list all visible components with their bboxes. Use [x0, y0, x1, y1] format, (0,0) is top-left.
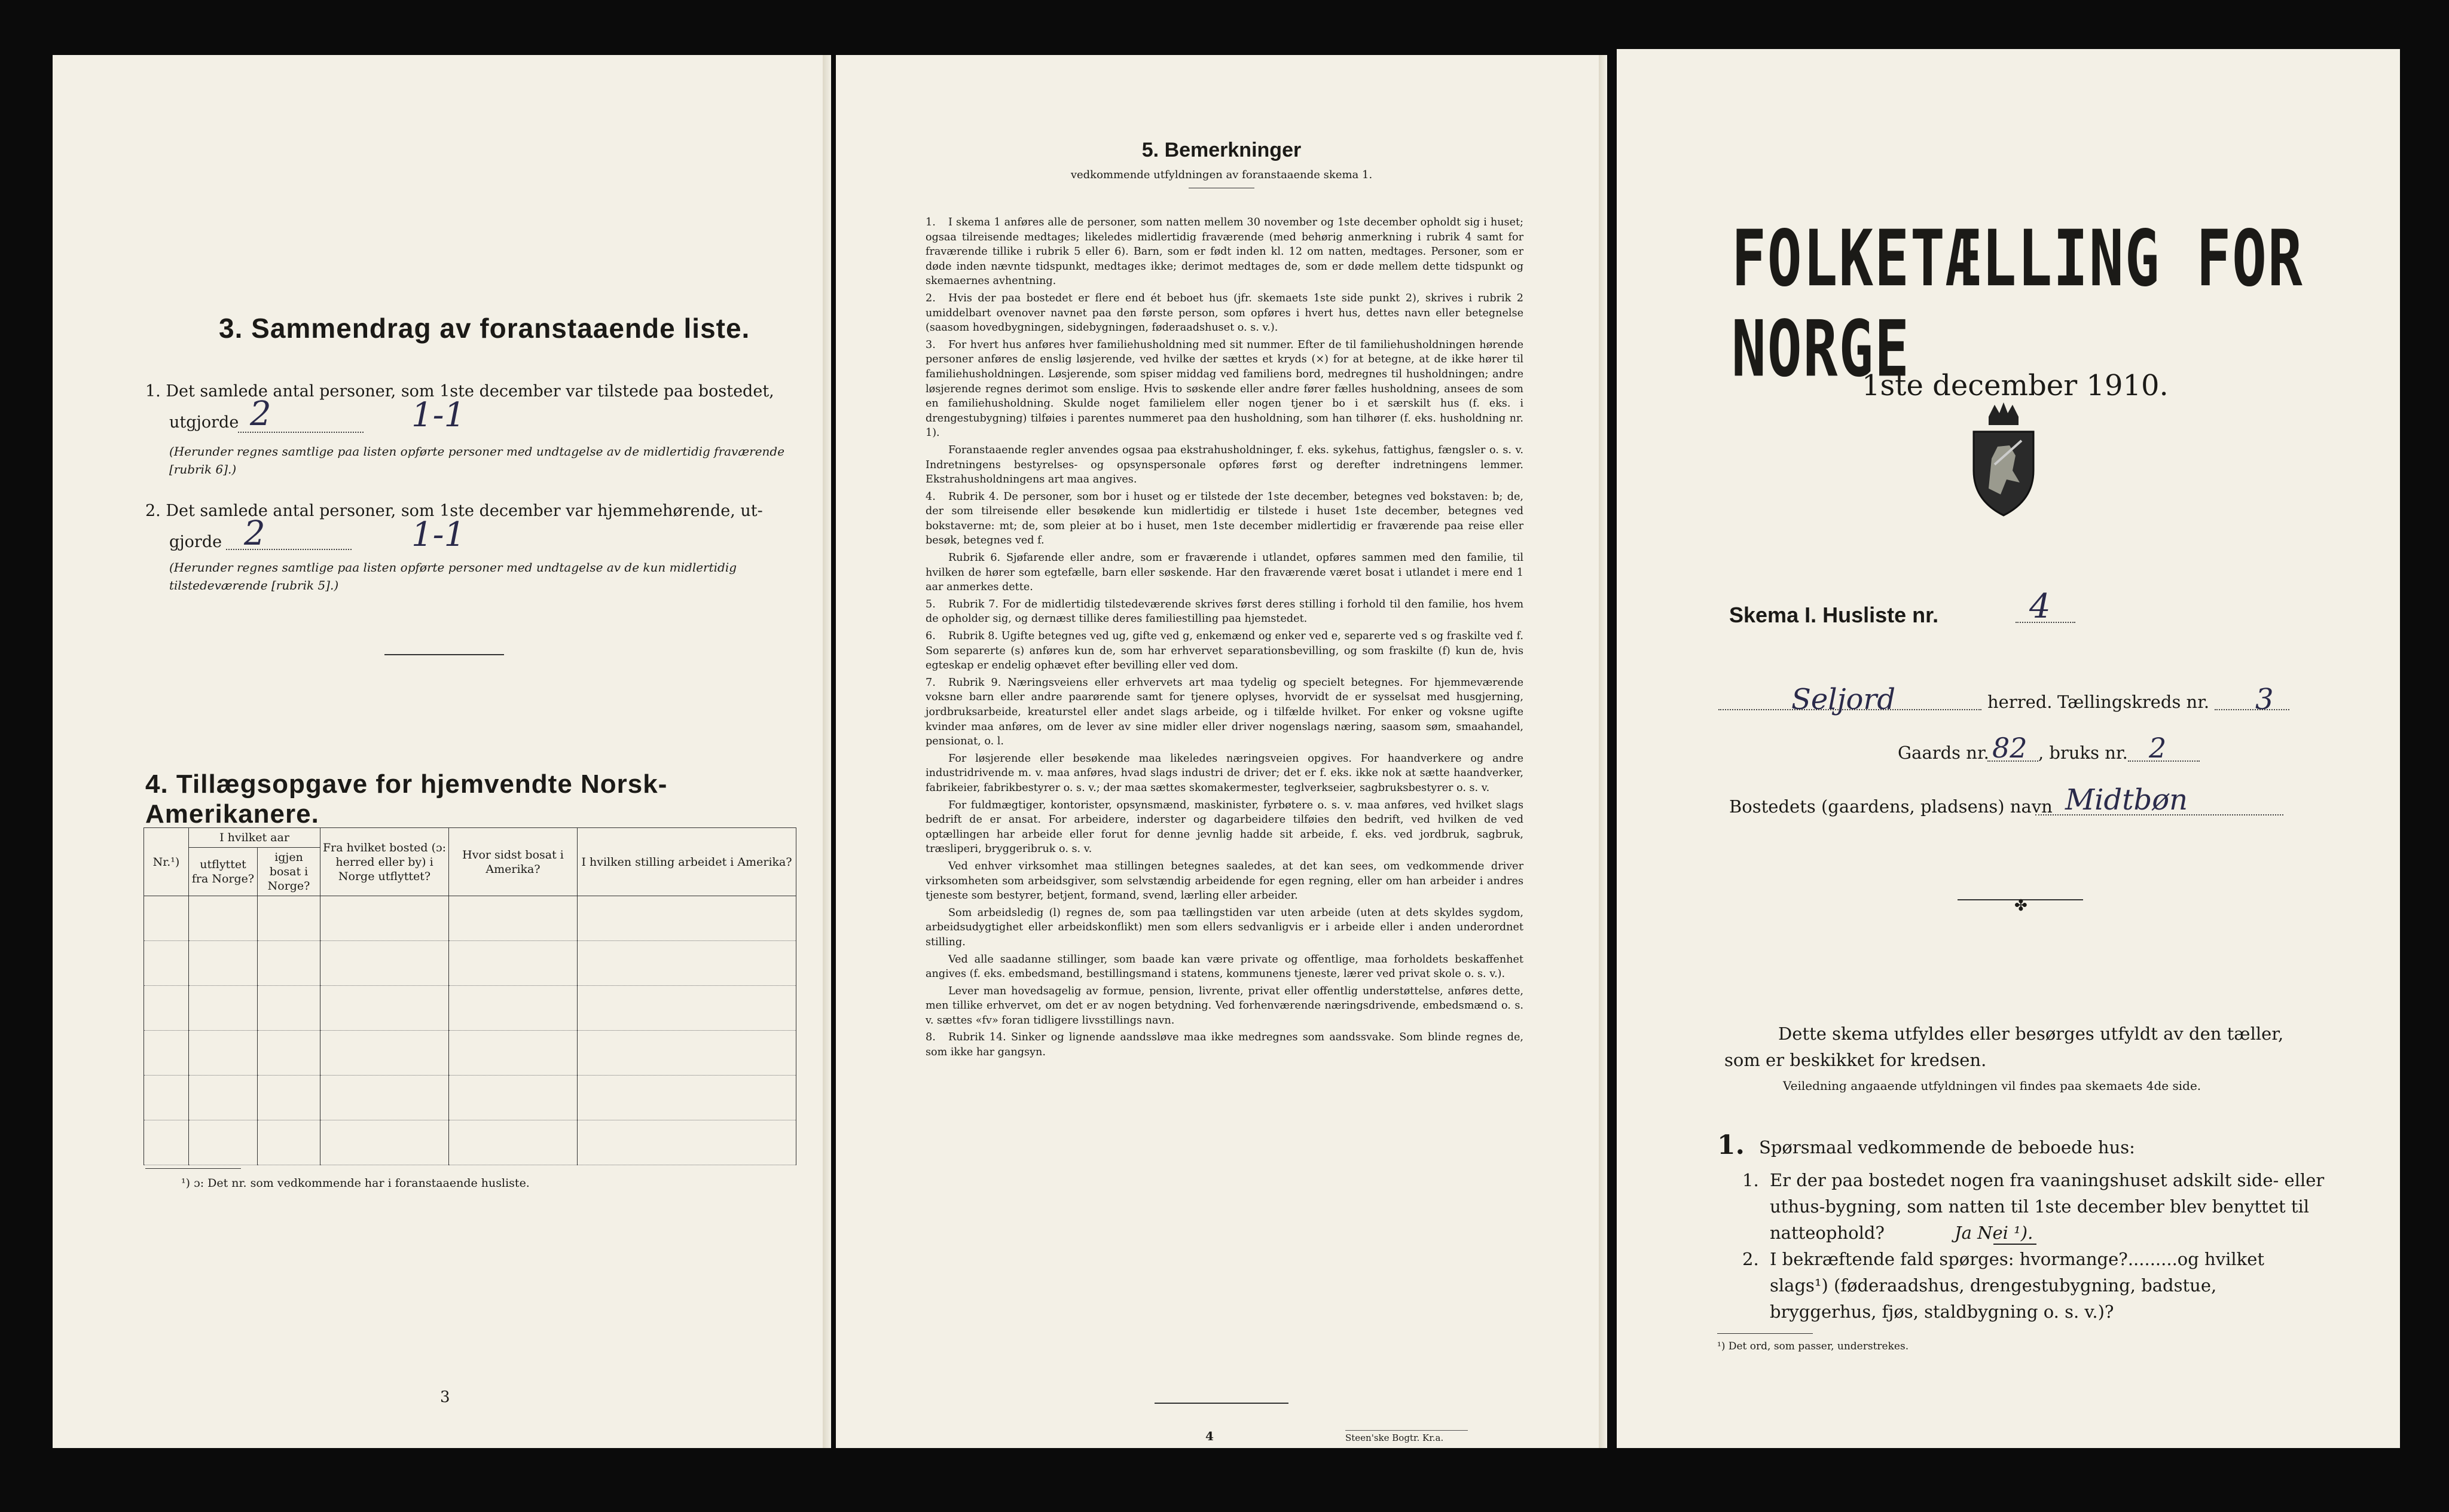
right-footnote-rule	[1717, 1333, 1813, 1334]
schema-label: Skema I. Husliste nr.	[1729, 603, 1939, 627]
item-2-prefix: gjorde	[169, 533, 222, 551]
kreds-label: Tællingskreds nr.	[2057, 692, 2210, 712]
col-occupation: I hvilken stilling arbeidet i Amerika?	[578, 828, 796, 896]
item-2-text: 2. Det samlede antal personer, som 1ste december var hjemmehørende, ut-	[145, 502, 763, 520]
remark-item	[926, 984, 1523, 1028]
remark-item	[926, 676, 1523, 749]
table-row	[144, 1031, 796, 1076]
remark-text: Ved alle saadanne stillinger, som baade kan være private og offentlige, maa forholdets beskaffenhet angives (f. eks. embedsmand, bestillingsmand i statens, kommunens tjeneste, lærer ved privat skole o. s. v.).	[926, 953, 1523, 980]
item-1-value: 2	[250, 395, 271, 433]
form-title: FOLKETÆLLING FOR NORGE	[1732, 213, 2304, 395]
remark-item	[926, 443, 1523, 487]
remark-item	[926, 215, 1523, 289]
section-3-title: 3. Sammendrag av foranstaaende liste.	[219, 313, 750, 344]
remark-item	[926, 338, 1523, 441]
question-section-header: Spørsmaal vedkommende de beboede hus:	[1759, 1137, 2135, 1157]
norsk-amerikanere-table	[143, 827, 796, 1165]
remark-number: 3.	[926, 338, 936, 351]
remark-text: Lever man hovedsagelig av formue, pension, livrente, privat eller offentlig understøttelse, anføres dette, men tillike erhvervet, om det er av nogen betydning. Ved forhenværende næringsdrivende, embedsmænd o. s. v. sættes «fv» foran tidligere livsstillings navn.	[926, 985, 1523, 1027]
col-returned: igjen bosat i Norge?	[258, 848, 320, 896]
question-1-num: 1.	[1742, 1170, 1759, 1190]
question-1-text: Er der paa bostedet nogen fra vaaningshuset adskilt side- eller uthus-bygning, som natten til 1ste december blev benyttet til natteophold?	[1770, 1170, 2325, 1243]
table-row	[144, 941, 796, 986]
item-1-prefix: utgjorde	[169, 413, 239, 432]
remark-item	[926, 629, 1523, 673]
form-date: 1ste december 1910.	[1862, 369, 2169, 402]
remark-item	[926, 752, 1523, 796]
printer-mark: Steen'ske Bogtr. Kr.a.	[1345, 1432, 1444, 1443]
bruks-label: , bruks nr.	[2038, 743, 2128, 763]
remark-text: Som arbeidsledig (l) regnes de, som paa tællingstiden var uten arbeide (uten at dets skyldes sygdom, arbeidsudygtighet eller arbeidskonflikt) men som ellers sedvanligvis er i arbeide eller i anden underordnet stilling.	[926, 906, 1523, 948]
page-fold-left	[823, 55, 831, 1448]
ornament-icon: ✤	[2014, 897, 2027, 915]
remark-text: For fuldmægtiger, kontorister, opsynsmænd, maskinister, fyrbøtere o. s. v. maa anføres, ved hvilket slags bedrift de er ansat. For arbeidere, inderster og dagarbeidere tilføies den bedrift, ved hvilken de ved optællingen har arbeide eller forut for denne jevnlig hadde sit arbeide, f. eks. ved jordbruk, sagbruk, træsliperi, bryggeribruk o. s. v.	[926, 799, 1523, 856]
page-number-middle: 4	[1205, 1429, 1214, 1443]
question-2-text: I bekræftende fald spørges: hvormange?.........og hvilket slags¹) (føderaadshus, drengestubygning, badstue, bryggerhus, fjøs, staldbygning o. s. v.)?	[1770, 1249, 2265, 1322]
instruction-text: Dette skema utfyldes eller besørges utfyldt av den tæller, som er beskikket for kredsen.	[1724, 1024, 2284, 1070]
table-row	[144, 986, 796, 1031]
table-row	[144, 1076, 796, 1120]
remark-text: Hvis der paa bostedet er flere end ét beboet hus (jfr. skemaets 1ste side punkt 2), skrives i rubrik 2 umiddelbart ovenover navnet paa den første person, som opføres i hvert hus, dettes navn eller betegnelse (saasom hovedbygningen, sidebygningen, føderaadshuset o. s. v.).	[926, 292, 1523, 334]
right-footnote: ¹) Det ord, som passer, understrekes.	[1717, 1340, 1909, 1352]
table-footnote: ¹) ɔ: Det nr. som vedkommende har i foranstaaende husliste.	[181, 1177, 530, 1190]
col-place: Fra hvilket bosted (ɔ: herred eller by) i Norge utflyttet?	[320, 828, 449, 896]
remark-number: 8.	[926, 1031, 936, 1044]
remark-text: For hvert hus anføres hver familiehusholdning med sit nummer. Efter de til familiehusholdningen hørende personer anføres de enslig løsjerende, ved hvilke der sættes et kryds (×) for at betegne, at de ikke hører til familiehusholdningen. Løsjerende, som spiser middag ved familiens bord, medregnes til husholdningen; andre løsjerende regnes derimot som enslige. Hvis to søskende eller andre fører fælles husholdning, ansees de som en familiehusholdning. Skulde noget familielem eller nogen tjener bo i et særskilt hus (f. eks. i drengestubygning) tilføies i parentes nummeret paa den husholdning, som han tilhører (f. eks. husholdning nr. 1).	[926, 338, 1523, 439]
remark-text: Rubrik 4. De personer, som bor i huset og er tilstede der 1ste december, betegnes ved bokstaven: b; de, der som tilreisende eller besøkende kun midlertidig er tilstede i huset 1ste december, betegnes ved bokstaverne: mt; de, som pleier at bo i huset, men 1ste december midlertidig er fraværende paa reise eller besøk, betegnes ved f.	[926, 490, 1523, 547]
remark-text: I skema 1 anføres alle de personer, som natten mellem 30 november og 1ste december opholdt sig i huset; ogsaa tilreisende medtages; likeledes midlertidig fraværende (med behørig anmerkning i rubrik 4 samt for fraværende tillike i rubrik 5 eller 6). Barn, som er født inden kl. 12 om natten, medtages. Personer, som er døde inden nævnte tidspunkt, medtages ikke; derimot medtages de, som er døde mellem dette tidspunkt og skemaernes avhentning.	[926, 216, 1523, 288]
remark-text: Ved enhver virksomhet maa stillingen betegnes saaledes, at det kan sees, om vedkommende driver virksomheten som arbeidsgiver, som selvstændig arbeidende for egen regning, eller om han arbeider i andres tjeneste som bestyrer, betjent, formand, svend, lærling eller arbeider.	[926, 860, 1523, 902]
remarks-title: 5. Bemerkninger	[1141, 139, 1302, 161]
col-emigrated: utflyttet fra Norge?	[189, 848, 258, 896]
printer-rule	[1345, 1430, 1468, 1431]
remark-number: 5.	[926, 598, 936, 610]
item-2-handwritten: 1-1	[411, 515, 466, 554]
remark-item	[926, 906, 1523, 950]
remark-text: Rubrik 14. Sinker og lignende aandssløve maa ikke medregnes som aandssvake. Som blinde regnes de, som ikke har gangsyn.	[926, 1031, 1523, 1059]
gaards-label: Gaards nr.	[1898, 743, 1989, 763]
page-fold-middle	[1599, 55, 1607, 1448]
remark-text: Rubrik 8. Ugifte betegnes ved ug, gifte ved g, enkemænd og enker ved e, separerte ved s og fraskilte ved f. Som separerte (s) anføres kun de, som har erhvervet separationsbevilling, og som fraskilte (f) kun de, hvis egteskap er endelig ophævet efter bevilling eller ved dom.	[926, 630, 1523, 672]
kreds-line	[2215, 709, 2289, 710]
item-1-text: 1. Det samlede antal personer, som 1ste december var tilstede paa bostedet,	[145, 382, 774, 401]
remark-text: Rubrik 6. Sjøfarende eller andre, som er fraværende i utlandet, opføres sammen med den familie, til hvilken de hører som egtefælle, barn eller søskende. Har den fraværende været bosat i utlandet i mere end 1 aar anmerkes dette.	[926, 552, 1523, 594]
footnote-rule	[145, 1168, 241, 1169]
remark-number: 2.	[926, 292, 936, 304]
table-row	[144, 896, 796, 941]
end-rule	[1155, 1403, 1288, 1404]
question-1-answer: Ja Nei ¹).	[1955, 1223, 2033, 1243]
page-number-left: 3	[440, 1388, 450, 1406]
remark-text: Rubrik 9. Næringsveiens eller erhvervets art maa tydelig og specielt betegnes. For hjemmeværende voksne barn eller andre paarørende samt for tjenere oplyses, hvorvidt de er sysselsat med husgjerning, jordbruksarbeide, kreaturstel eller andet slags arbeide, og i tilfælde hvilket. For enker og voksne ugifte kvinder maa anføres, om de lever av sine midler eller driver nogenslags næring, saasom søm, smaahandel, pensionat, o. l.	[926, 676, 1523, 748]
herred-label: herred.	[1987, 692, 2053, 712]
remark-item	[926, 859, 1523, 903]
answer-underline	[1993, 1244, 2036, 1245]
bosted-value: Midtbøn	[2065, 783, 2188, 817]
coat-of-arms-icon	[1965, 399, 2042, 518]
remark-item	[926, 551, 1523, 595]
item-2-note: (Herunder regnes samtlige paa listen opførte personer med undtagelse av de kun midlertidig tilstedeværende [rubrik 5].)	[169, 560, 737, 592]
page-middle	[836, 55, 1607, 1448]
remark-text: Rubrik 7. For de midlertidig tilstedeværende skrives først deres stilling i forhold til den familie, hos hvem de opholder sig, og dernæst tillike deres familiestilling paa hjemstedet.	[926, 598, 1523, 625]
item-1-handwritten: 1-1	[411, 396, 466, 435]
bruks-value: 2	[2149, 732, 2167, 764]
bosted-label: Bostedets (gaardens, pladsens) navn	[1729, 796, 2053, 817]
question-section-num: 1.	[1717, 1130, 1745, 1160]
page-right	[1617, 49, 2400, 1448]
remark-item	[926, 1030, 1523, 1059]
col-last-residence: Hvor sidst bosat i Amerika?	[449, 828, 578, 896]
remark-text: For løsjerende eller besøkende maa likeledes næringsveien opgives. For haandverkere og andre industridrivende m. v. maa anføres, hvad slags industri de driver; det er f. eks. ikke nok at sætte haandverker, fabrikeier, fabrikbestyrer o. s. v.; der maa sættes skomakermester, teglverkseier, sagbruksbestyrer o. s. v.	[926, 752, 1523, 794]
page-left	[53, 55, 831, 1448]
remarks-subtitle: vedkommende utfyldningen av foranstaaende skema 1.	[1070, 169, 1373, 181]
remark-number: 4.	[926, 490, 936, 503]
remarks-list	[926, 213, 1523, 1060]
col-group-year: I hvilket aar	[189, 828, 320, 848]
kreds-value: 3	[2255, 683, 2274, 716]
remark-number: 6.	[926, 630, 936, 643]
husliste-number: 4	[2029, 587, 2051, 626]
remark-item	[926, 490, 1523, 548]
col-nr: Nr.¹)	[144, 828, 189, 896]
gaards-value: 82	[1992, 732, 2027, 764]
remark-item	[926, 597, 1523, 627]
remark-item	[926, 291, 1523, 335]
question-2-num: 2.	[1742, 1249, 1759, 1269]
herred-value: Seljord	[1791, 683, 1896, 716]
table-row	[144, 1120, 796, 1165]
item-2-value: 2	[244, 514, 265, 553]
section-4-title: 4. Tillægsopgave for hjemvendte Norsk-Amerikanere.	[145, 769, 668, 829]
remark-number: 1.	[926, 216, 936, 228]
remark-item	[926, 952, 1523, 982]
remark-item	[926, 798, 1523, 857]
separator-rule	[384, 654, 504, 655]
remark-number: 7.	[926, 676, 936, 689]
guidance-text: Veiledning angaaende utfyldningen vil findes paa skemaets 4de side.	[1783, 1079, 2201, 1093]
item-1-note: (Herunder regnes samtlige paa listen opførte personer med undtagelse av de midlertidig fraværende [rubrik 6].)	[169, 444, 785, 476]
remark-text: Foranstaaende regler anvendes ogsaa paa ekstrahusholdninger, f. eks. sykehus, fattighus, fængsler o. s. v. Indretningens bestyrelses- og opsynspersonale opføres først og derefter indretningens lemmer. Ekstrahusholdningens art maa angives.	[926, 444, 1523, 486]
